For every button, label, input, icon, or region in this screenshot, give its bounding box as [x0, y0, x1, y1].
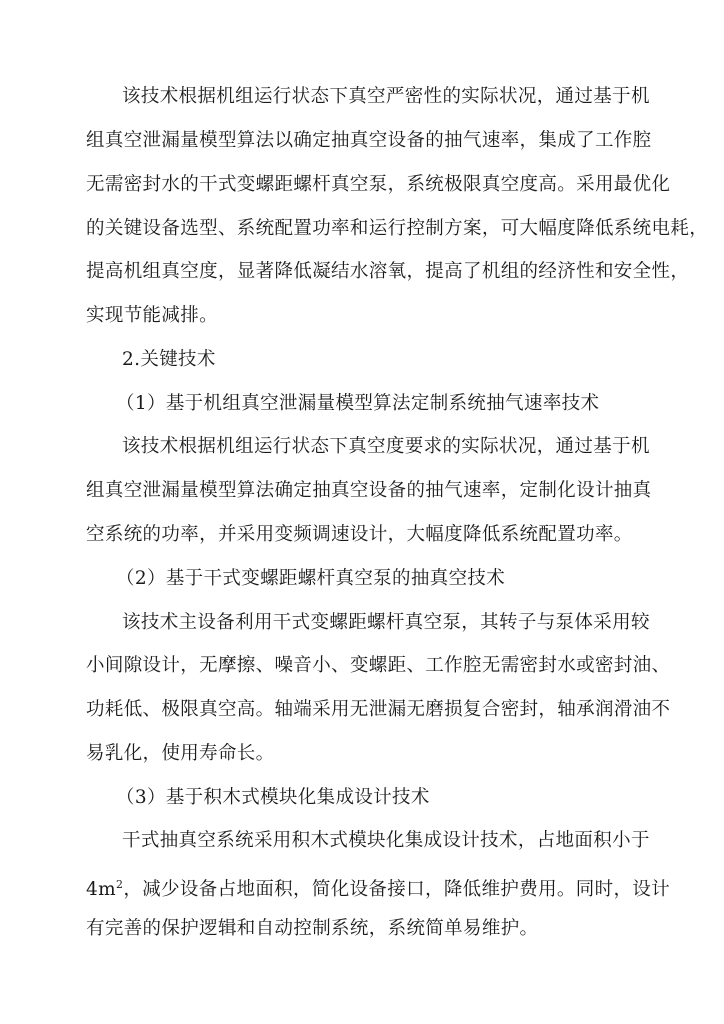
subsection-heading-2: （2）基于干式变螺距螺杆真空泵的抽真空技术: [116, 568, 506, 589]
sub-2-line-1: 该技术主设备利用干式变螺距螺杆真空泵，其转子与泵体采用较: [122, 612, 650, 633]
subsection-heading-1: （1）基于机组真空泄漏量模型算法定制系统抽气速率技术: [116, 393, 600, 414]
paragraph-1-line-3: 无需密封水的干式变螺距螺杆真空泵，系统极限真空度高。采用最优化: [86, 174, 671, 195]
paragraph-1-line-1: 该技术根据机组运行状态下真空严密性的实际状况，通过基于机: [122, 86, 650, 107]
sub-3-line-1: 干式抽真空系统采用积木式模块化集成设计技术，占地面积小于: [122, 830, 650, 851]
sub-1-line-1: 该技术根据机组运行状态下真空度要求的实际状况，通过基于机: [122, 436, 650, 457]
sub-2-line-4: 易乳化，使用寿命长。: [86, 743, 275, 764]
paragraph-1-line-4: 的关键设备选型、系统配置功率和运行控制方案，可大幅度降低系统电耗，: [86, 218, 709, 239]
sub-1-line-3: 空系统的功率，并采用变频调速设计，大幅度降低系统配置功率。: [86, 524, 633, 545]
area-superscript: 2: [116, 878, 124, 891]
sub-3-line-2-rest: ，减少设备占地面积，简化设备接口，降低维护费用。同时，设计: [123, 879, 671, 900]
sub-3-line-3: 有完善的保护逻辑和自动控制系统，系统简单易维护。: [86, 918, 539, 939]
sub-2-line-3: 功耗低、极限真空高。轴端采用无泄漏无磨损复合密封，轴承润滑油不: [86, 699, 671, 720]
paragraph-1-line-6: 实现节能减排。: [86, 305, 218, 326]
sub-2-line-2: 小间隙设计，无摩擦、噪音小、变螺距、工作腔无需密封水或密封油、: [86, 655, 671, 676]
sub-3-line-2: [86, 872, 671, 900]
subsection-heading-3: （3）基于积木式模块化集成设计技术: [116, 787, 430, 808]
sub-1-line-2: 组真空泄漏量模型算法确定抽真空设备的抽气速率，定制化设计抽真: [86, 480, 652, 501]
area-value: 4m: [86, 879, 117, 900]
paragraph-1-line-2: 组真空泄漏量模型算法以确定抽真空设备的抽气速率，集成了工作腔: [86, 130, 652, 151]
section-heading-key-technology: 2.关键技术: [122, 349, 216, 370]
paragraph-1-line-5: 提高机组真空度，显著降低凝结水溶氧，提高了机组的经济性和安全性，: [86, 261, 690, 282]
